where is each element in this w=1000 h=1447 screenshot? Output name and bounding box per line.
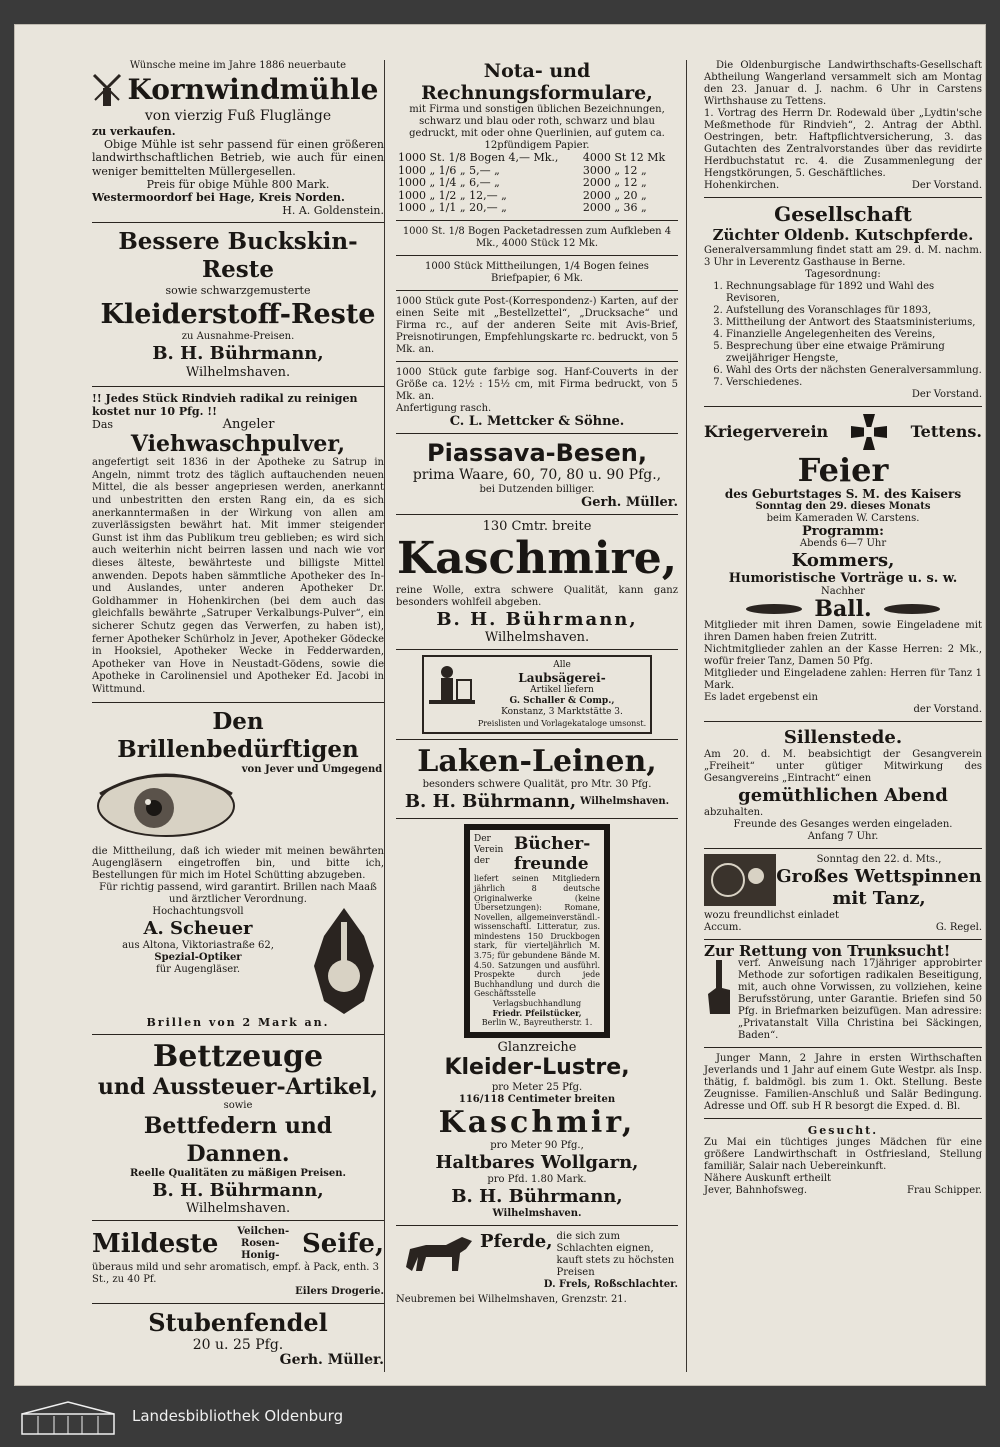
spinning-wheel-icon	[704, 854, 776, 906]
list-item: 4. Finanzielle Angelegenheiten des Vereins,	[726, 329, 982, 341]
nota-price-table	[396, 152, 678, 215]
mill-sub: von vierzig Fuß Fluglänge	[144, 108, 332, 124]
krieger-prog: Programm:	[802, 524, 884, 540]
eye-icon	[92, 764, 240, 846]
divider	[396, 255, 678, 256]
fendel-price: 20 u. 25 Pfg.	[192, 1336, 284, 1353]
spinn-invite: wozu freundlichst einladet	[704, 909, 839, 921]
laub-l3: Artikel liefern	[530, 685, 594, 696]
kasch-pre: 130 Cmtr. breite	[482, 518, 592, 534]
vieh-body: angefertigt seit 1836 in der Apotheke zu Satrup in Angeln, nimmt trotz des täglich auftauchenden neuen Mittel, die als besser angepriesen werden, anerkannt und unbestritten den ersten Rang ein, da es sich anerkanntermaßen in der Wirkung von allen am zuverlässigsten bewährt hat. Mit immer steigender Gunst ist ihm das Publikum treu geblieben; es wird sich auch weiterhin nicht beirren lassen und nach wie vor dieses älteste, bewährteste und billigste Mittel anwenden. Depots haben sämmtliche Apotheker des In- und Auslandes, unter anderen Apotheker Dr. Goldhammer in Hohenkirchen (bei dem auch das gleichfalls bewährte „Satruper Verkalbungs-Pulver“, ein sicherer Schutz gegen das Verwerfen, zu haben ist), ferner Apotheker Schürholz in Jever, Apotheker Gödecke in Hooksiel, Apotheker Wecke in Fedderwarden, Apotheker van Hove in Neustadt-Gödens, sowie die Apotheke in Carolinensiel und Apotheker Ed. Jacobi in Wittmund.	[92, 457, 384, 695]
viewer-footer	[0, 1392, 1000, 1447]
sillen-body: Am 20. d. M. beabsichtigt der Gesangverein „Freiheit“ unter gütiger Mitwirkung des Gesangvereins „Eintracht“ einen	[704, 748, 982, 784]
column-3	[704, 60, 982, 1200]
kasch-body: reine Wolle, extra schwere Qualität, kann ganz besonders wohlfeil abgeben.	[396, 585, 678, 609]
laken-firm: B. H. Bührmann,	[404, 791, 577, 813]
krieger-p4: Es ladet ergebenst ein	[704, 691, 818, 703]
spinn-name: G. Regel.	[935, 921, 982, 933]
column-rule	[686, 60, 687, 1372]
iron-cross-icon	[849, 412, 889, 452]
sillen-title: Sillenstede.	[783, 726, 903, 748]
ad-stubenfendel	[92, 1309, 384, 1367]
seife-mid: Veilchen- Rosen- Honig-	[237, 1225, 290, 1261]
divider	[396, 818, 678, 819]
brillen-text2: die Mittheilung, daß ich wieder mit meinen bewährten Augengläsern eingetroffen bin, und bitte ich, Bestellungen für mich im Hotel Schütting abzugeben.	[92, 845, 384, 881]
besen-price: prima Waare, 60, 70, 80 u. 90 Pfg.,	[412, 466, 662, 483]
table-cell: 1000 „ 1/4 „ 6,— „	[398, 176, 500, 189]
nota-p2: 1000 Stück Mittheilungen, 1/4 Bogen feines Briefpapier, 6 Mk.	[425, 260, 649, 284]
kasch-firm: B. H. Bührmann,	[436, 609, 638, 631]
mill-name: H. A. Goldenstein.	[282, 204, 384, 218]
vieh-title: Viehwaschpulver,	[130, 431, 346, 458]
divider	[704, 1118, 982, 1119]
buch-der: Der	[474, 834, 491, 845]
mill-body: Obige Mühle ist sehr passend für einen größeren landwirthschaftlichen Betrieb, wie auch für einen weniger bemittelten Müllergesellen.	[92, 138, 384, 178]
kasch-city: Wilhelmshaven.	[484, 630, 590, 646]
table-cell: 1000 „ 1/6 „ 5,— „	[398, 163, 500, 177]
divider	[704, 939, 982, 940]
windmill-icon	[92, 72, 122, 108]
column-rule	[384, 60, 385, 1372]
ges-sig: Der Vorstand.	[911, 389, 982, 400]
krieger-p3: Mitglieder und Eingeladene zahlen: Herren für Tanz 1 Mark.	[704, 667, 982, 691]
laken-city: Wilhelmshaven.	[580, 796, 670, 808]
divider	[92, 1303, 384, 1304]
lustre-firm: B. H. Bührmann,	[451, 1186, 623, 1208]
brillen-text1: von Jever und Umgegend	[241, 763, 383, 775]
table-cell: 1000 „ 1/1 „ 20,— „	[398, 201, 507, 214]
divider	[704, 406, 982, 407]
vieh-headline: !! Jedes Stück Rindvieh radikal zu reinigen kostet nur 10 Pfg. !!	[92, 391, 358, 418]
bett-sowie: sowie	[223, 1099, 253, 1111]
ad-landwirtschaft	[704, 60, 982, 192]
bett-title3: Bettfedern und Dannen.	[143, 1112, 333, 1167]
bett-title: Bettzeuge	[152, 1038, 324, 1074]
krieger-feier: Feier	[797, 451, 889, 489]
buch-title: Bücher-	[514, 834, 591, 855]
ges-title: Gesellschaft	[774, 202, 912, 226]
table-cell: 1000 St. 1/8 Bogen 4,— Mk.,	[398, 151, 559, 164]
krieger-date: Sonntag den 29. dieses Monats	[755, 501, 931, 513]
column-1	[92, 60, 384, 1370]
bett-city: Wilhelmshaven.	[185, 1200, 291, 1216]
spinn-title2: mit Tanz,	[832, 887, 926, 909]
krieger-title: Kriegerverein	[704, 422, 829, 442]
lustre-price3: pro Pfd. 1.80 Mark.	[487, 1174, 587, 1186]
krieger-sig: der Vorstand.	[913, 703, 982, 715]
table-cell: 4000 St 12 Mk	[582, 151, 666, 164]
pferde-title: Pferde,	[480, 1231, 553, 1253]
bett-firm: B. H. Bührmann,	[152, 1179, 324, 1201]
gesucht-title: Gesucht.	[807, 1123, 879, 1137]
seife-body: überaus mild und sehr aromatisch, empf. à Pack, enth. 3 St., zu 40 Pf.	[92, 1261, 380, 1285]
ad-laken	[396, 745, 678, 813]
lustre-price2: pro Meter 90 Pfg.,	[490, 1140, 584, 1152]
krieger-where: beim Kameraden W. Carstens.	[766, 513, 920, 525]
nota-p1: 1000 St. 1/8 Bogen Packetadressen zum Aufkleben 4 Mk., 4000 Stück 12 Mk.	[402, 225, 672, 249]
buckskin-firm: B. H. Bührmann,	[152, 342, 324, 364]
sillen-time: Anfang 7 Uhr.	[807, 830, 879, 842]
column-2	[396, 60, 678, 1306]
sillen-sub2: Freunde des Gesanges werden eingeladen.	[733, 818, 953, 830]
table-cell: 3000 „ 12 „	[582, 163, 647, 177]
buch-pub2: Friedr. Pfeilstücker,	[492, 1007, 582, 1018]
seife-seller: Eilers Drogerie.	[295, 1285, 384, 1297]
list-item: 7. Verschiedenes.	[726, 377, 982, 389]
brillen-greet: Hochachtungsvoll	[152, 905, 244, 917]
divider	[92, 702, 384, 703]
nota-p5: Anfertigung rasch.	[396, 402, 492, 414]
laub-l1: Alle	[553, 660, 571, 671]
brillen-name: A. Scheuer	[143, 917, 253, 939]
gesucht-place: Jever, Bahnhofsweg.	[704, 1185, 808, 1197]
buch-addr: Berlin W., Bayreutherstr. 1.	[481, 1018, 593, 1028]
ges-agenda	[704, 281, 982, 389]
wing-ornament-icon	[744, 602, 804, 616]
krieger-time: Abends 6—7 Uhr	[799, 538, 887, 550]
gesucht-name: Frau Schipper.	[907, 1185, 982, 1197]
mill-action: zu verkaufen.	[92, 125, 176, 138]
ad-brillen	[92, 708, 384, 1029]
wing-ornament-icon	[882, 602, 942, 616]
ad-buckskin	[92, 228, 384, 380]
buckskin-price: zu Ausnahme-Preisen.	[181, 330, 295, 342]
gesucht-sub: Nähere Auskunft ertheilt	[704, 1173, 832, 1185]
laken-title: Laken-Leinen,	[417, 744, 657, 780]
ad-besen	[396, 439, 678, 509]
lustre-title2: Kaschmir,	[438, 1105, 636, 1141]
lustre-sub: 116/118 Centimeter breiten	[458, 1094, 616, 1106]
spinn-title: Großes Wettspinnen	[776, 865, 982, 887]
lustre-price: pro Meter 25 Pfg.	[491, 1082, 583, 1094]
gesucht-body: Zu Mai ein tüchtiges junges Mädchen für eine größere Landwirthschaft in Ostfriesland, Stellung familiär, Salair nach Uebereinkunft.	[704, 1137, 982, 1173]
laub-l2: Laubsägerei-	[518, 671, 606, 686]
ges-tag: Tagesordnung:	[805, 269, 881, 280]
buch-verein: Verein	[474, 845, 504, 856]
buckskin-title: Bessere Buckskin-Reste	[118, 228, 358, 284]
mill-intro: Wünsche meine im Jahre 1886 neuerbaute	[129, 60, 347, 71]
ad-gesellschaft	[704, 203, 982, 401]
krieger-nachher: Nachher	[821, 585, 865, 597]
divider	[396, 290, 678, 291]
landw-place: Hohenkirchen.	[704, 180, 780, 191]
fendel-name: Gerh. Müller.	[279, 1351, 384, 1368]
laub-l5: Konstanz, 3 Marktstätte 3.	[501, 707, 623, 718]
nota-firm: C. L. Mettcker & Söhne.	[449, 413, 625, 429]
pferde-name: D. Frels, Roßschlachter.	[543, 1279, 678, 1291]
mill-place: Westermoordorf bei Hage, Kreis Norden.	[92, 191, 345, 205]
table-row	[396, 152, 678, 165]
landw-body: Die Oldenburgische Landwirthschafts-Gesellschaft Abtheilung Wangerland versammelt sich am Montag den 23. Januar d. J. nachm. 6 Uhr in Carstens Wirthshause zu Tettens.	[704, 60, 982, 107]
horse-icon	[396, 1231, 480, 1277]
table-cell: 2000 „ 12 „	[582, 176, 647, 189]
vieh-das: Das	[92, 418, 114, 432]
nota-body: mit Firma und sonstigen üblichen Bezeichnungen, schwarz und blau oder roth, schwarz und blau gedruckt, mit oder ohne Querlinien, auf gutem ca. 12pfündigem Papier.	[409, 104, 665, 151]
ad-nota	[396, 60, 678, 428]
lustre-title: Kleider-Lustre,	[444, 1055, 630, 1081]
divider	[704, 1047, 982, 1048]
ad-sillenstede	[704, 727, 982, 843]
mill-price: Preis für obige Mühle 800 Mark.	[146, 177, 330, 191]
ad-kaschmire	[396, 520, 678, 644]
library-building-icon	[18, 1400, 118, 1436]
besen-title: Piassava-Besen,	[427, 438, 647, 467]
library-name[interactable]: Landesbibliothek Oldenburg	[132, 1407, 344, 1425]
ad-trunksucht	[704, 941, 982, 1042]
divider	[396, 220, 678, 221]
ad-windmill	[92, 60, 384, 217]
divider	[396, 514, 678, 515]
list-item: 1. Rechnungsablage für 1892 und Wahl des Revisoren,	[726, 281, 982, 305]
krieger-ball: Ball.	[814, 595, 872, 622]
table-cell: 2000 „ 20 „	[582, 188, 647, 202]
nota-p4: 1000 Stück gute farbige sog. Hanf-Couverts in der Größe ca. 12½ : 15½ cm, mit Firma bedruckt, von 5 Mk. an.	[396, 366, 678, 402]
krieger-kommers: Kommers,	[791, 550, 895, 572]
divider	[704, 848, 982, 849]
brillen-price: Brillen von 2 Mark an.	[146, 1015, 330, 1029]
besen-name: Gerh. Müller.	[581, 494, 678, 510]
ad-wettspinnen	[704, 854, 982, 934]
divider	[704, 197, 982, 198]
divider	[396, 433, 678, 434]
divider	[396, 649, 678, 650]
krieger-p1: Mitglieder mit ihren Damen, sowie Eingeladene mit ihren Damen haben freien Zutritt.	[704, 619, 982, 643]
besen-sub: bei Dutzenden billiger.	[479, 483, 595, 495]
ad-gesucht	[704, 1124, 982, 1197]
thermometer-barometer-icon	[304, 906, 384, 1016]
lustre-pre: Glanzreiche	[497, 1039, 577, 1055]
ad-buecherfreunde	[396, 824, 678, 1038]
table-row	[396, 202, 678, 215]
mill-title: Kornwindmühle	[127, 73, 379, 106]
nota-p3: 1000 Stück gute Post-(Korrespondenz-) Karten, auf der einen Seite mit „Bestellzettel“, „Drucksache“ und Firma rc., auf der anderen Seite mit Avis-Brief, Preisnotirungen, Empfehlungskarte rc. bedruckt, von 5 Mk. an.	[396, 295, 678, 355]
buckskin-city: Wilhelmshaven.	[185, 364, 291, 380]
table-cell: 2000 „ 36 „	[582, 201, 647, 214]
krieger-des: des Geburtstages S. M. des Kaisers	[724, 487, 962, 501]
list-item: 5. Besprechung über eine etwaige Prämirung zweijähriger Hengste,	[726, 341, 982, 365]
krieger-vortr: Humoristische Vorträge u. s. w.	[728, 571, 958, 587]
landw-items: 1. Vortrag des Herrn Dr. Rodewald über „Lydtin'sche Meßmethode für Rindvieh“, 2. Antrag der Abthl. Oestringen, betr. Haftpflichtversicherung, 3. das Gutachten des Zentralvorstandes über das revidirte Herdbuchstatut rc. 4. die Zusammenlegung der Hengstkörungen, 5. Geschäftliches.	[704, 108, 982, 179]
laken-body: besonders schwere Qualität, pro Mtr. 30 Pfg.	[422, 779, 652, 791]
spinn-place: Accum.	[704, 921, 742, 933]
laub-l6: Preislisten und Vorlagekataloge umsonst.	[477, 719, 647, 729]
pferde-addr: Neubremen bei Wilhelmshaven, Grenzstr. 21.	[396, 1294, 627, 1306]
buch-der2: der	[474, 856, 490, 867]
spinn-date: Sonntag den 22. d. Mts.,	[816, 853, 942, 865]
divider	[704, 721, 982, 722]
divider	[396, 361, 678, 362]
brillen-role2: für Augengläser.	[156, 963, 240, 975]
vieh-angeler: Angeler	[222, 417, 275, 433]
ges-body: Generalversammlung findet statt am 29. d. M. nachm. 3 Uhr in Leverentz Gasthause in Berne.	[704, 245, 982, 268]
table-cell: 1000 „ 1/2 „ 12,— „	[398, 188, 507, 202]
ad-viehwasch	[92, 392, 384, 697]
buckskin-title2: Kleiderstoff-Reste	[100, 298, 376, 330]
seife-pre: Mildeste	[92, 1228, 219, 1259]
ad-junger-mann: Junger Mann, 2 Jahre in ersten Wirthschaften Jeverlands und 1 Jahr auf einem Gute Westpr. als Insp. thätig, f. baldmögl. bis zum 1. Okt. Stellung. Beste Zeugnisse. Familien-Anschluß und Salär Bedingung. Adresse und Off. sub H R besorgt die Exped. d. Bl.	[704, 1052, 982, 1112]
pointing-hand-icon	[704, 958, 734, 1022]
divider	[396, 739, 678, 740]
buch-pub: Verlagsbuchhandlung	[492, 999, 582, 1009]
brillen-title: Den Brillenbedürftigen	[117, 707, 359, 763]
laub-l4: G. Schaller & Comp.,	[509, 696, 615, 707]
divider	[92, 386, 384, 387]
newspaper-page	[14, 24, 986, 1386]
sillen-title2: gemüthlichen Abend	[738, 784, 948, 806]
divider	[92, 1034, 384, 1035]
ad-pferde	[396, 1231, 678, 1291]
list-item: 2. Aufstellung des Voranschlages für 1893,	[726, 305, 982, 317]
brillen-addr: aus Altona, Viktoriastraße 62,	[122, 939, 274, 951]
pferde-body: die sich zum Schlachten eignen, kauft stets zu höchsten Preisen	[556, 1231, 675, 1279]
divider	[92, 1220, 384, 1221]
list-item: 3. Mittheilung der Antwort des Staatsministeriums,	[726, 317, 982, 329]
brillen-role: Spezial-Optiker	[154, 951, 242, 963]
ad-bettzeuge	[92, 1040, 384, 1215]
buckskin-sub: sowie schwarzgemusterte	[165, 284, 311, 298]
lustre-city: Wilhelmshaven.	[492, 1208, 582, 1220]
divider	[92, 222, 384, 223]
brillen-text3: Für richtig passend, wird garantirt. Brillen nach Maaß und ärztlicher Verordnung.	[99, 881, 377, 905]
bett-sub: Reelle Qualitäten zu mäßigen Preisen.	[129, 1167, 347, 1179]
divider	[396, 1225, 678, 1226]
trunk-body: verf. Anweisung nach 17jähriger approbirter Methode zur sofortigen radikalen Beseitigung, mit, auch ohne Vorwissen, zu vollziehen, keine Berufsstörung, unter Garantie. Briefen sind 50 Pfg. in Briefmarken beizufügen. Man adressire: „Privatanstalt Villa Christina bei Säckingen, Baden“.	[738, 957, 982, 1041]
fendel-title: Stubenfendel	[148, 1307, 328, 1337]
buch-title2: freunde	[514, 854, 589, 875]
lustre-title3: Haltbares Wollgarn,	[435, 1152, 639, 1174]
sillen-sub: abzuhalten.	[704, 806, 764, 818]
list-item: 6. Wahl des Orts der nächsten Generalversammlung.	[726, 365, 982, 377]
nota-title: Nota- und Rechnungsformulare,	[421, 60, 653, 104]
buch-body: liefert seinen Mitgliedern jährlich 8 deutsche Originalwerke (keine Übersetzungen): Romane, Novellen, allgemeinverständl.-wissenschaftl. Litteratur, zus. mindestens 150 Druckbogen stark, für vierteljährlich M. 3.75; für gebundene Bände M. 4.50. Satzungen und ausführl. Prospekte durch jede Buchhandlung und durch die Geschäftsstelle	[474, 874, 600, 999]
trunk-title: Zur Rettung von Trunksucht!	[704, 941, 951, 960]
bett-title2: und Aussteuer-Artikel,	[97, 1073, 379, 1100]
seife-post: Seife,	[302, 1228, 384, 1259]
krieger-p2: Nichtmitglieder zahlen an der Kasse Herren: 2 Mk., wofür freier Tanz, Damen 50 Pfg.	[704, 643, 982, 667]
table-row	[396, 177, 678, 190]
ad-seife	[92, 1226, 384, 1298]
kasch-title: Kaschmire,	[396, 533, 678, 585]
ad-kleider-lustre	[396, 1041, 678, 1220]
landw-sig: Der Vorstand.	[911, 180, 982, 191]
krieger-title2: Tettens.	[910, 422, 982, 442]
ad-laubsaege	[396, 655, 678, 734]
woodworker-icon	[427, 660, 477, 720]
ad-kriegerverein	[704, 412, 982, 716]
ges-title2: Züchter Oldenb. Kutschpferde.	[712, 226, 974, 244]
